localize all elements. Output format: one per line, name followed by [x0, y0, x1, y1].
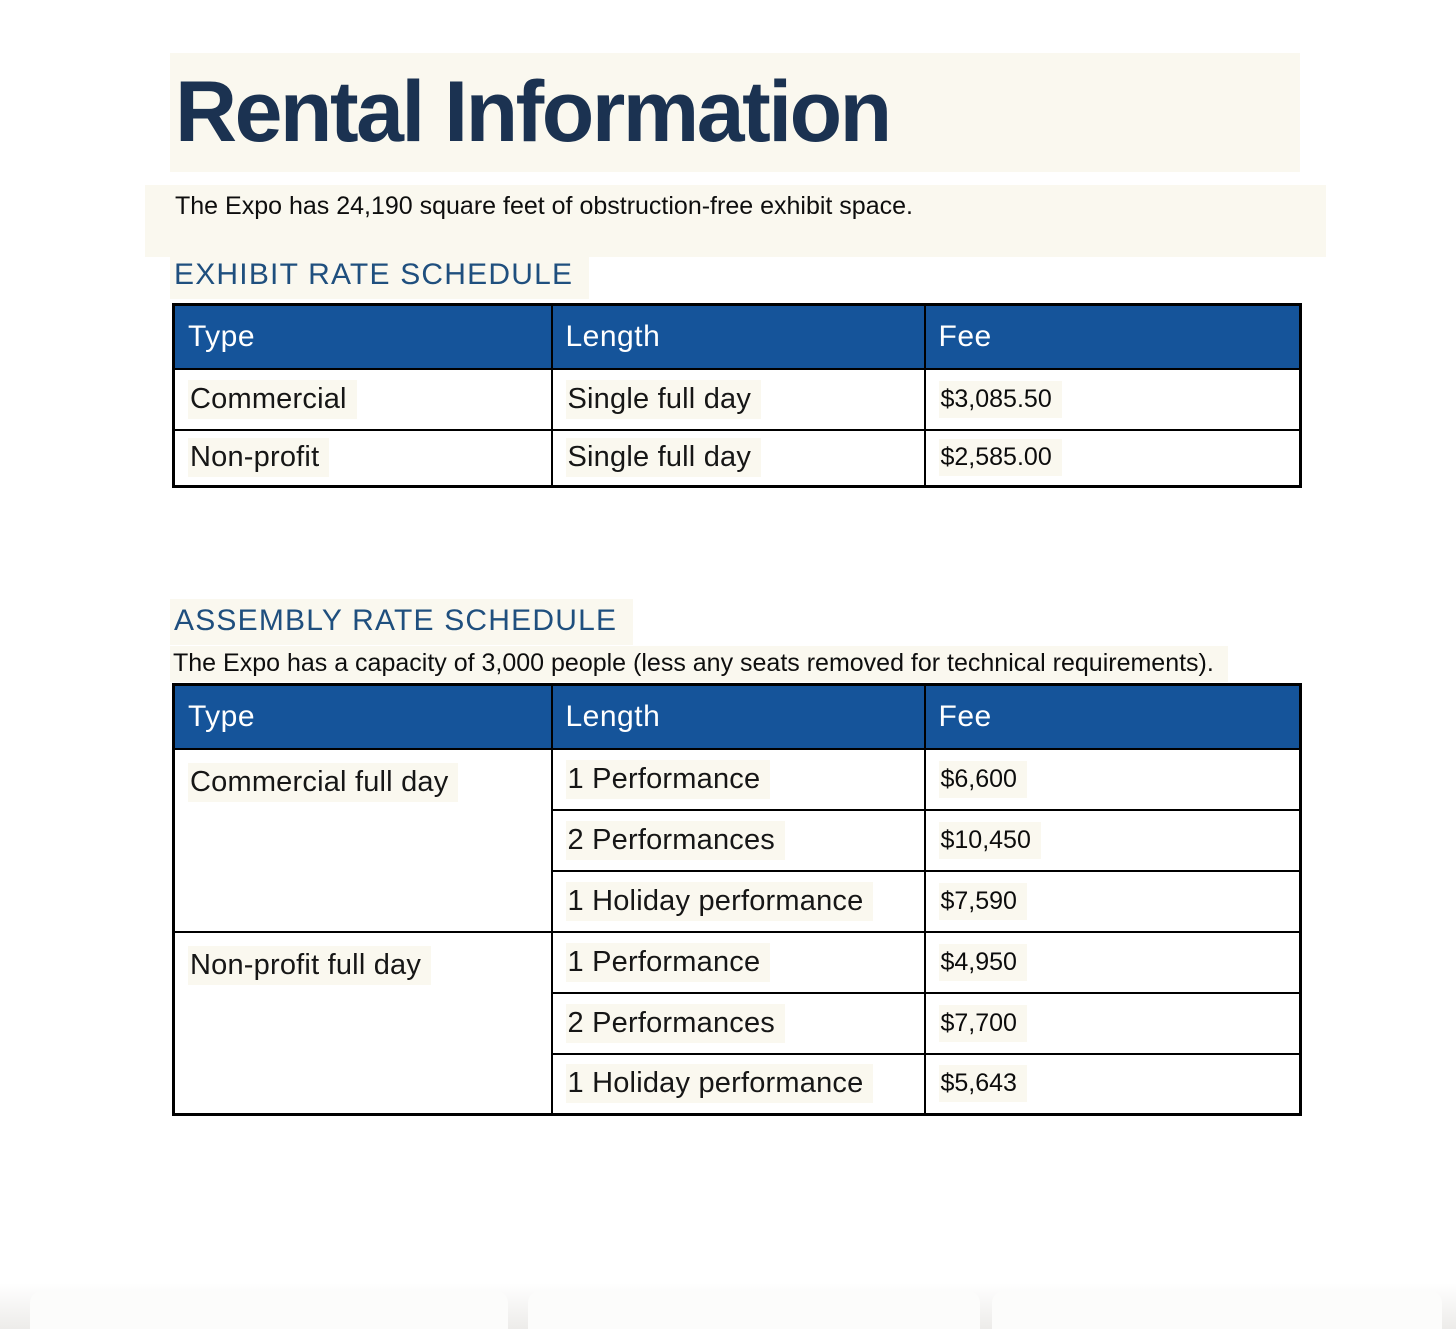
length-value: 2 Performances: [566, 821, 786, 860]
length-value: 1 Holiday performance: [566, 882, 874, 921]
assembly-section-heading: ASSEMBLY RATE SCHEDULE: [170, 599, 633, 645]
assembly-capacity-note: The Expo has a capacity of 3,000 people (less any seats removed for technical requirements).: [170, 646, 1228, 682]
length-value: Single full day: [566, 380, 762, 419]
assembly-length-cell: [552, 749, 925, 810]
exhibit-column-header-length: Length: [552, 305, 925, 369]
assembly-length-cell: [552, 932, 925, 993]
exhibit-type-cell: [174, 369, 552, 430]
assembly-fee-cell: [925, 1054, 1301, 1115]
exhibit-rate-table: [172, 303, 1302, 488]
assembly-fee-cell: [925, 932, 1301, 993]
exhibit-length-cell: [552, 369, 925, 430]
assembly-fee-cell: [925, 749, 1301, 810]
assembly-column-header-type: Type: [174, 685, 552, 749]
length-value: 2 Performances: [566, 1004, 786, 1043]
assembly-fee-cell: [925, 993, 1301, 1054]
length-value: 1 Performance: [566, 760, 771, 799]
assembly-length-cell: [552, 810, 925, 871]
exhibit-table-header-row: [174, 305, 1301, 369]
type-value: Non-profit full day: [188, 946, 431, 985]
length-value: 1 Holiday performance: [566, 1064, 874, 1103]
fee-value: $4,950: [939, 944, 1027, 981]
exhibit-fee-cell: [925, 430, 1301, 487]
type-value: Commercial: [188, 380, 357, 419]
title-banner: [170, 53, 1300, 172]
fee-value: $3,085.50: [939, 381, 1062, 418]
exhibit-length-cell: [552, 430, 925, 487]
table-row: [174, 430, 1301, 487]
exhibit-type-cell: [174, 430, 552, 487]
assembly-column-header-fee: Fee: [925, 685, 1301, 749]
assembly-length-cell: [552, 1054, 925, 1115]
fee-value: $6,600: [939, 761, 1027, 798]
assembly-rate-table: [172, 683, 1302, 1116]
type-value: Non-profit: [188, 438, 329, 477]
fee-value: $7,590: [939, 883, 1027, 920]
fee-value: $5,643: [939, 1065, 1027, 1102]
table-row: [174, 932, 1301, 993]
table-row: [174, 749, 1301, 810]
assembly-type-cell: [174, 749, 552, 932]
intro-text: The Expo has 24,190 square feet of obstruction-free exhibit space.: [175, 192, 913, 220]
bottom-page-fade: [0, 1283, 1456, 1329]
exhibit-fee-cell: [925, 369, 1301, 430]
assembly-table-header-row: [174, 685, 1301, 749]
below-fold-card: [528, 1291, 980, 1329]
assembly-column-header-length: Length: [552, 685, 925, 749]
fee-value: $10,450: [939, 822, 1041, 859]
exhibit-section-heading: EXHIBIT RATE SCHEDULE: [170, 253, 589, 299]
table-row: [174, 369, 1301, 430]
assembly-length-cell: [552, 871, 925, 932]
length-value: 1 Performance: [566, 943, 771, 982]
assembly-type-cell: [174, 932, 552, 1115]
length-value: Single full day: [566, 438, 762, 477]
type-value: Commercial full day: [188, 763, 458, 802]
assembly-length-cell: [552, 993, 925, 1054]
exhibit-column-header-type: Type: [174, 305, 552, 369]
fee-value: $2,585.00: [939, 439, 1062, 476]
exhibit-column-header-fee: Fee: [925, 305, 1301, 369]
intro-strip: [145, 185, 1326, 257]
below-fold-card: [992, 1291, 1442, 1329]
page-title: Rental Information: [175, 64, 890, 160]
assembly-fee-cell: [925, 810, 1301, 871]
fee-value: $7,700: [939, 1005, 1027, 1042]
below-fold-card: [30, 1291, 508, 1329]
assembly-fee-cell: [925, 871, 1301, 932]
